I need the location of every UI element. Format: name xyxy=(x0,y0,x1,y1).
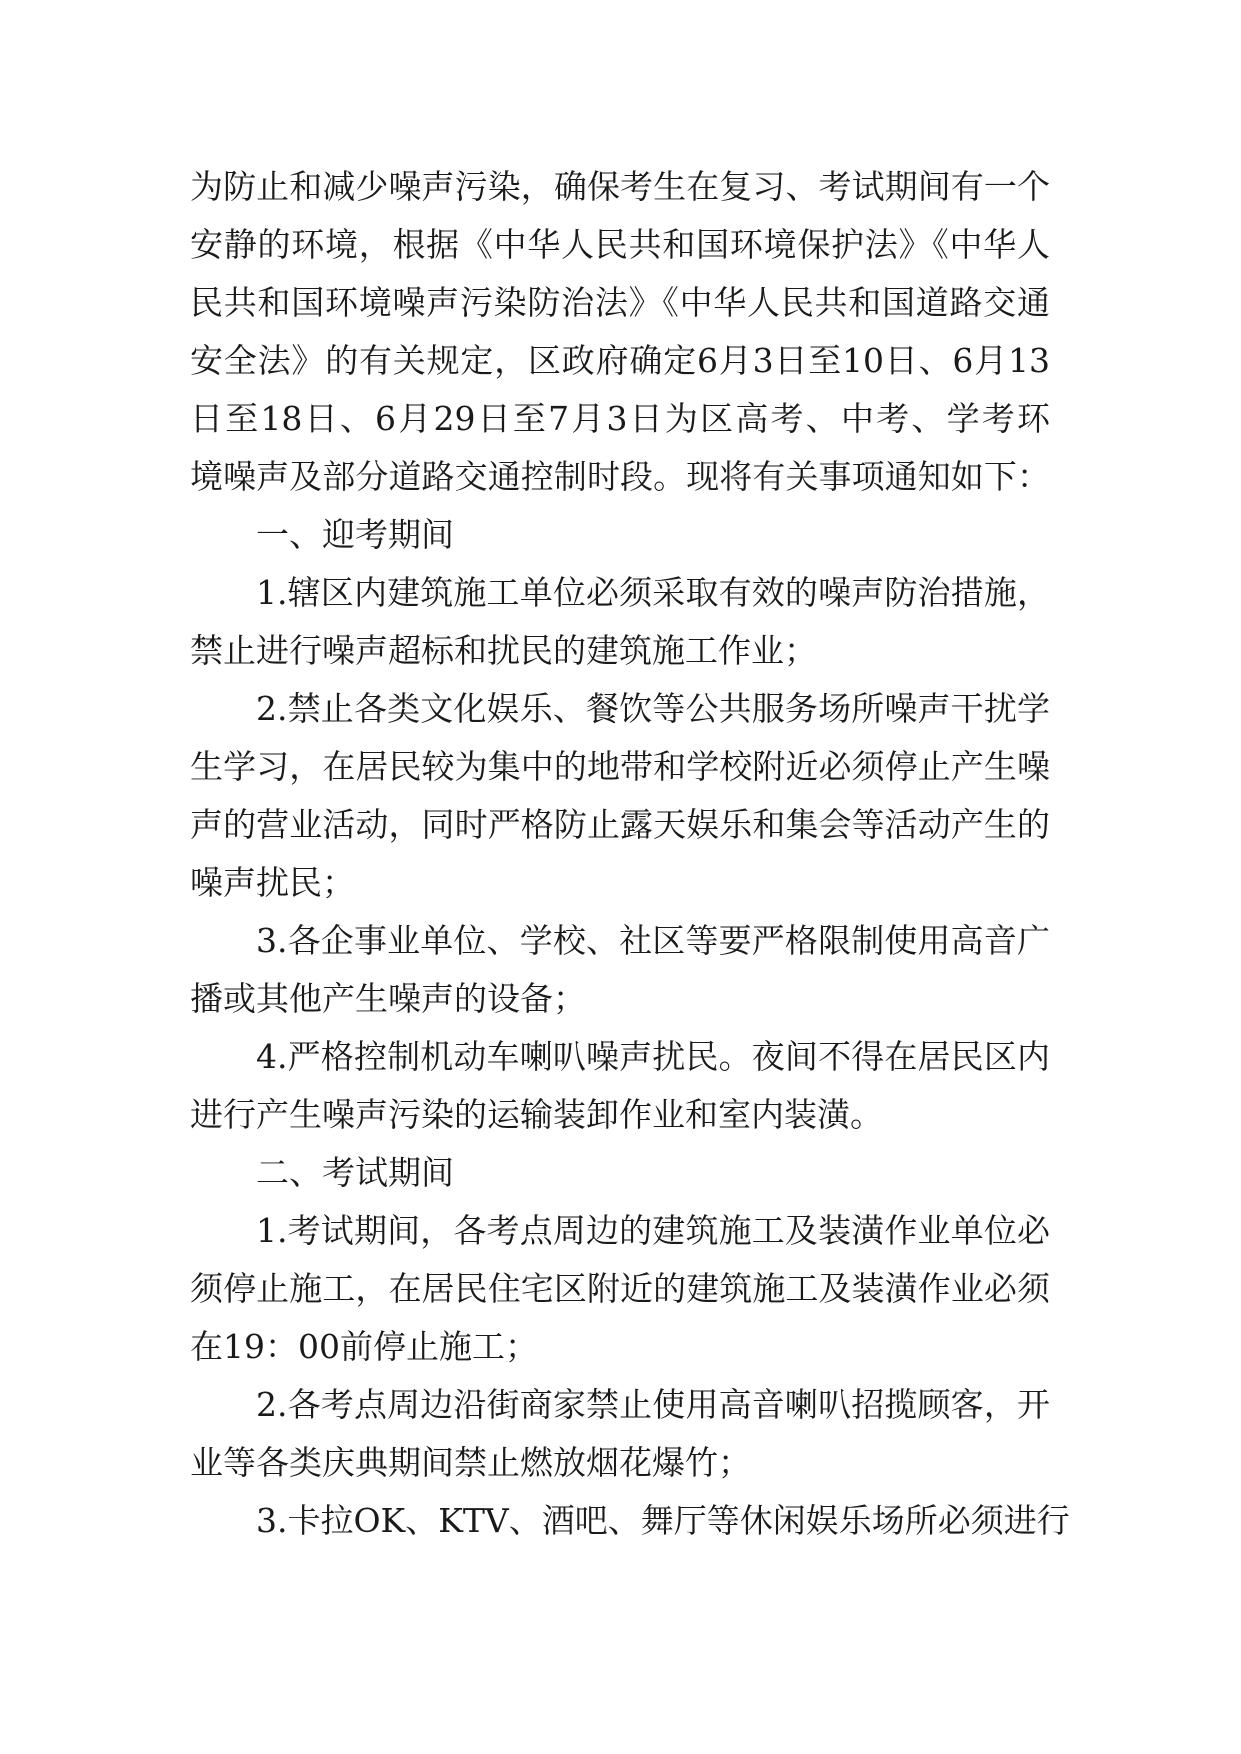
list-item-line: 2.禁止各类文化娱乐、餐饮等公共服务场所噪声干扰学 xyxy=(256,689,1050,728)
list-item-line: 播或其他产生噪声的设备； xyxy=(190,979,586,1018)
section-heading: 二、考试期间 xyxy=(256,1153,454,1192)
list-item-line: 声的营业活动，同时严格防止露天娱乐和集会等活动产生的 xyxy=(190,805,1050,844)
body-line: 境噪声及部分道路交通控制时段。现将有关事项通知如下： xyxy=(190,457,1050,496)
body-line: 民共和国环境噪声污染防治法》《中华人民共和国道路交通 xyxy=(190,283,1050,322)
list-item-line: 1.辖区内建筑施工单位必须采取有效的噪声防治措施， xyxy=(256,573,1050,612)
body-line: 安静的环境，根据《中华人民共和国环境保护法》《中华人 xyxy=(190,225,1050,264)
list-item-line: 2.各考点周边沿街商家禁止使用高音喇叭招揽顾客，开 xyxy=(256,1385,1050,1424)
list-item-line: 生学习，在居民较为集中的地带和学校附近必须停止产生噪 xyxy=(190,747,1050,786)
list-item-line: 3.卡拉OK、KTV、酒吧、舞厅等休闲娱乐场所必须进行 xyxy=(256,1501,1070,1540)
body-line: 为防止和减少噪声污染，确保考生在复习、考试期间有一个 xyxy=(190,167,1050,206)
list-item-line: 须停止施工，在居民住宅区附近的建筑施工及装潢作业必须 xyxy=(190,1269,1050,1308)
list-item-line: 3.各企事业单位、学校、社区等要严格限制使用高音广 xyxy=(256,921,1050,960)
list-item-line: 禁止进行噪声超标和扰民的建筑施工作业； xyxy=(190,631,817,670)
body-line: 安全法》的有关规定，区政府确定6月3日至10日、6月13 xyxy=(190,341,1050,380)
body-line: 日至18日、6月29日至7月3日为区高考、中考、学考环 xyxy=(190,399,1050,438)
list-item-line: 4.严格控制机动车喇叭噪声扰民。夜间不得在居民区内 xyxy=(256,1037,1050,1076)
list-item-line: 1.考试期间，各考点周边的建筑施工及装潢作业单位必 xyxy=(256,1211,1050,1250)
list-item-line: 业等各类庆典期间禁止燃放烟花爆竹； xyxy=(190,1443,751,1482)
section-heading: 一、迎考期间 xyxy=(256,515,454,554)
list-item-line: 在19：00前停止施工； xyxy=(190,1327,538,1366)
list-item-line: 进行产生噪声污染的运输装卸作业和室内装潢。 xyxy=(190,1095,883,1134)
list-item-line: 噪声扰民； xyxy=(190,863,355,902)
